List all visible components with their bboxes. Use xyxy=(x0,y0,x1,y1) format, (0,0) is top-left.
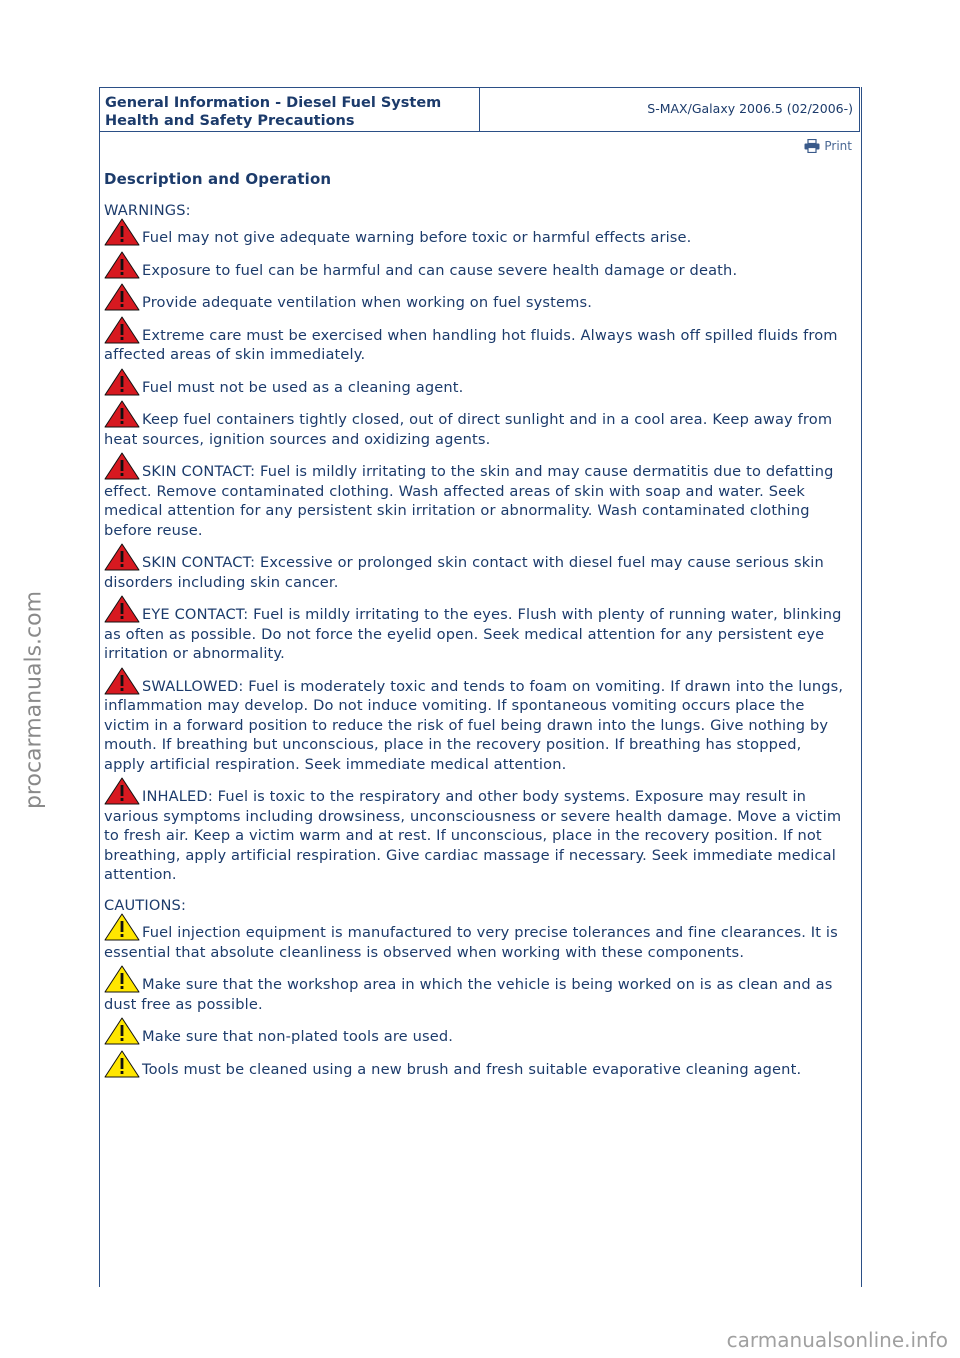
print-label: Print xyxy=(824,139,852,153)
caution-item xyxy=(104,973,844,1014)
warning-icon xyxy=(104,251,140,279)
warning-item xyxy=(104,259,844,281)
warning-item-text: Provide adequate ventilation when working on fuel systems. xyxy=(142,294,593,311)
caution-item xyxy=(104,1025,844,1047)
print-button[interactable] xyxy=(804,139,852,153)
warning-item xyxy=(104,785,844,885)
warning-item-text: Extreme care must be exercised when handling hot fluids. Always wash off spilled fluids from affected areas of skin immediately. xyxy=(104,326,838,363)
warning-icon xyxy=(104,283,140,311)
warning-icon xyxy=(104,595,140,623)
caution-item xyxy=(104,1058,844,1080)
warning-item-text: Exposure to fuel can be harmful and can cause severe health damage or death. xyxy=(142,261,738,279)
warning-icon xyxy=(104,218,140,246)
printer-icon xyxy=(804,139,820,153)
warning-item xyxy=(104,551,844,592)
header-title-line2: Health and Safety Precautions xyxy=(105,113,355,129)
page-header xyxy=(99,87,860,132)
warning-item xyxy=(104,603,844,664)
warning-item-text: SKIN CONTACT: Excessive or prolonged skin contact with diesel fuel may cause serious skin disorders including skin cancer. xyxy=(104,554,824,591)
warning-icon xyxy=(104,452,140,480)
warning-item-text: EYE CONTACT: Fuel is mildly irritating to the eyes. Flush with plenty of running water, blinking as often as possible. Do not force the eyelid open. Seek medical attention for any persistent eye irritation or abnormality. xyxy=(104,606,842,662)
warning-item-text: SKIN CONTACT: Fuel is mildly irritating to the skin and may cause dermatitis due to defatting effect. Remove contaminated clothing. Wash affected areas of skin with soap and water. Seek medical attention for any persistent skin irritation or abnormality. Wash contaminated clothing before reuse. xyxy=(104,463,834,539)
side-watermark: procarmanuals.com xyxy=(21,590,47,810)
warning-icon xyxy=(104,400,140,428)
section-title: Description and Operation xyxy=(104,170,332,188)
caution-item-text: Fuel injection equipment is manufactured to very precise tolerances and fine clearances. It is essential that absolute cleanliness is observed when working with these components. xyxy=(104,924,838,961)
header-title-cell xyxy=(100,88,480,131)
warning-item xyxy=(104,291,844,313)
warning-icon xyxy=(104,316,140,344)
warning-icon xyxy=(104,667,140,695)
caution-item xyxy=(104,921,844,962)
warning-icon xyxy=(104,543,140,571)
warning-item xyxy=(104,226,844,248)
warning-item-text: Fuel must not be used as a cleaning agent. xyxy=(142,378,464,396)
warning-icon xyxy=(104,368,140,396)
warning-item xyxy=(104,675,844,775)
warning-item xyxy=(104,376,844,398)
caution-icon xyxy=(104,1017,140,1045)
warning-item xyxy=(104,460,844,540)
caution-item-text: Make sure that non-plated tools are used. xyxy=(142,1028,454,1045)
warning-item xyxy=(104,408,844,449)
caution-icon xyxy=(104,965,140,993)
warnings-list xyxy=(104,226,844,885)
warning-icon xyxy=(104,777,140,805)
header-title-line1: General Information - Diesel Fuel System xyxy=(105,95,442,111)
document-body xyxy=(104,170,844,1090)
caution-icon xyxy=(104,1050,140,1078)
caution-item-text: Tools must be cleaned using a new brush and fresh suitable evaporative cleaning agent. xyxy=(142,1060,802,1078)
warning-item-text: Fuel may not give adequate warning before toxic or harmful effects arise. xyxy=(142,229,692,246)
warning-item-text: Keep fuel containers tightly closed, out of direct sunlight and in a cool area. Keep away from heat sources, ignition sources and oxidizing agents. xyxy=(104,411,833,448)
warning-item-text: INHALED: Fuel is toxic to the respiratory and other body systems. Exposure may result in various symptoms including drowsiness, unconsciousness or severe health damage. Move a victim to fresh air. Keep a victim warm and at rest. If unconscious, place in the recovery position. If not breathing, apply artificial respiration. Give cardiac massage if necessary. Seek immediate medical attention. xyxy=(104,788,842,883)
cautions-label: CAUTIONS: xyxy=(104,896,187,914)
caution-item-text: Make sure that the workshop area in which the vehicle is being worked on is as clean and as dust free as possible. xyxy=(104,976,833,1013)
warning-item-text: SWALLOWED: Fuel is moderately toxic and tends to foam on vomiting. If drawn into the lungs, inflammation may develop. Do not induce vomiting. If spontaneous vomiting occurs place the victim in a forward position to reduce the risk of fuel being drawn into the lungs. Give nothing by mouth. If breathing but unconscious, place in the recovery position. If breathing has stopped, apply artificial respiration. Seek immediate medical attention. xyxy=(104,677,844,773)
warning-item xyxy=(104,324,844,365)
caution-icon xyxy=(104,913,140,941)
warnings-label: WARNINGS: xyxy=(104,201,191,219)
cautions-list xyxy=(104,921,844,1079)
model-label: S-MAX/Galaxy 2006.5 (02/2006-) xyxy=(647,101,853,116)
footer-watermark: carmanualsonline.info xyxy=(726,1328,948,1352)
